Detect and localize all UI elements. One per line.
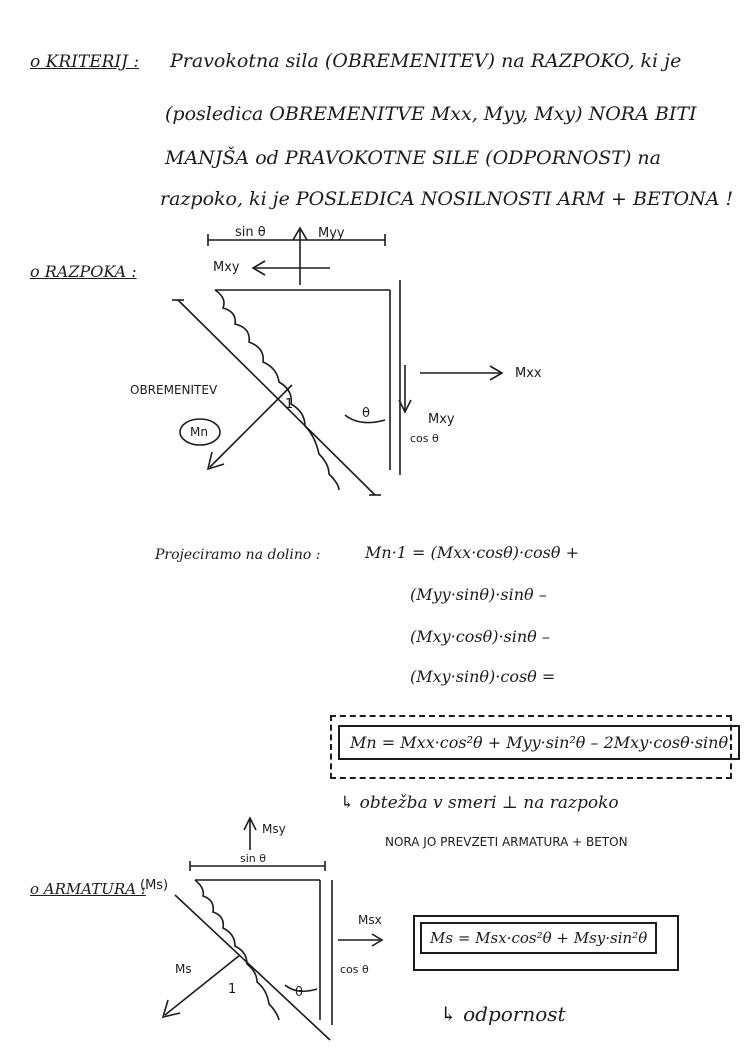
armatura-theta-label: θ bbox=[295, 985, 303, 1000]
kriterij-line-2: (posledica OBREMENITVE Mxx, Myy, Mxy) NORA BITI bbox=[165, 103, 697, 125]
razpoka-mxy-top-label: Mxy bbox=[213, 260, 240, 275]
razpoka-theta-label: θ bbox=[362, 406, 370, 421]
razpoka-myy-label: Myy bbox=[318, 226, 345, 241]
armatura-ms-label: Ms bbox=[175, 962, 192, 976]
formula-mn-box: Mn = Mxx·cos²θ + Myy·sin²θ – 2Mxy·cosθ·sinθ bbox=[338, 725, 740, 760]
armatura-heading: o ARMATURA : bbox=[30, 880, 146, 898]
razpoka-one-label: 1 bbox=[285, 397, 294, 412]
armatura-msx-label: Msx bbox=[358, 913, 382, 927]
armatura-msy-label: Msy bbox=[262, 822, 286, 836]
note-line-1: ↳ obtežba v smeri ⊥ na razpoko bbox=[340, 793, 619, 813]
armatura-cos-label: cos θ bbox=[340, 963, 369, 976]
projection-line-1: Mn·1 = (Mxx·cosθ)·cosθ + bbox=[365, 543, 579, 562]
razpoka-mxx-label: Mxx bbox=[515, 366, 542, 381]
kriterij-line-1: Pravokotna sila (OBREMENITEV) na RAZPOKO, ki je bbox=[170, 50, 682, 72]
razpoka-mxy-right-label: Mxy bbox=[428, 412, 455, 427]
projection-line-3: (Mxy·cosθ)·sinθ – bbox=[410, 627, 550, 646]
projection-label: Projeciramo na dolino : bbox=[155, 547, 321, 563]
razpoka-cos-label: cos θ bbox=[410, 432, 439, 445]
projection-line-4: (Mxy·sinθ)·cosθ = bbox=[410, 667, 556, 686]
razpoka-sin-label: sin θ bbox=[235, 225, 266, 240]
armatura-one-label: 1 bbox=[228, 982, 237, 997]
razpoka-obremenitev-label: OBREMENITEV bbox=[130, 383, 218, 397]
odpornost-label: ↳ odpornost bbox=[440, 1002, 566, 1026]
razpoka-heading: o RAZPOKA : bbox=[30, 262, 137, 281]
projection-line-2: (Myy·sinθ)·sinθ – bbox=[410, 585, 547, 604]
note-line-2: NORA JO PREVZETI ARMATURA + BETON bbox=[385, 835, 628, 849]
razpoka-mn-label: Mn bbox=[190, 425, 208, 439]
kriterij-line-3: MANJŠA od PRAVOKOTNE SILE (ODPORNOST) na bbox=[165, 147, 661, 169]
armatura-ms-paren: (Ms) bbox=[140, 878, 169, 893]
armatura-sin-label: sin θ bbox=[240, 852, 266, 865]
kriterij-heading: o KRITERIJ : bbox=[30, 52, 140, 72]
kriterij-line-4: razpoko, ki je POSLEDICA NOSILNOSTI ARM + BETONA ! bbox=[160, 188, 734, 210]
formula-ms-box: Ms = Msx·cos²θ + Msy·sin²θ bbox=[420, 922, 657, 954]
